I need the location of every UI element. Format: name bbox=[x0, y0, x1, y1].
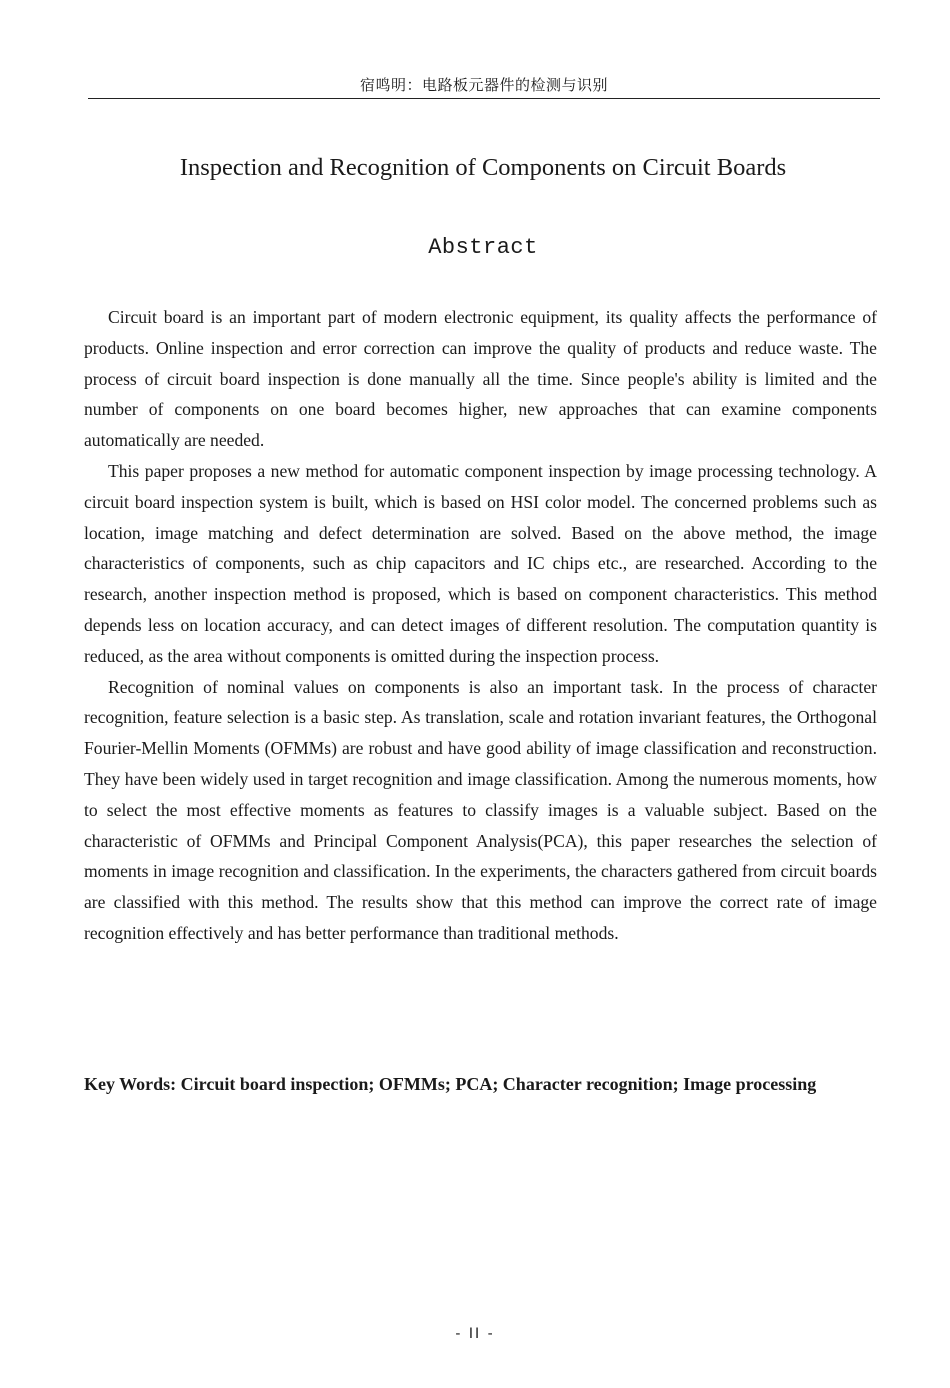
abstract-paragraph: Recognition of nominal values on components is also an important task. In the process of character recognition, feature selection is a basic step. As translation, scale and rotation invariant features, the Orthogonal Fourier-Mellin Moments (OFMMs) are robust and have good ability of image classification and reconstruction. They have been widely used in target recognition and image classification. Among the numerous moments, how to select the most effective moments as features to classify images is a valuable subject. Based on the characteristic of OFMMs and Principal Component Analysis(PCA), this paper researches the selection of moments in image recognition and classification. In the experiments, the characters gathered from circuit boards are classified with this method. The results show that this method can improve the correct rate of image recognition effectively and has better performance than traditional methods. bbox=[84, 676, 877, 943]
abstract-paragraph: Circuit board is an important part of modern electronic equipment, its quality affects the performance of products. Online inspection and error correction can improve the quality of products and reduce waste. The process of circuit board inspection is done manually all the time. Since people's ability is limited and the number of components on one board becomes higher, new approaches that can examine components automatically are needed. bbox=[84, 307, 877, 451]
paper-title: Inspection and Recognition of Components on Circuit Boards bbox=[179, 154, 787, 181]
keywords-label: Key Words: bbox=[84, 1074, 181, 1094]
abstract-paragraph: This paper proposes a new method for automatic component inspection by image processing technology. A circuit board inspection system is built, which is based on HSI color model. The concerned problems such as location, image matching and defect determination are solved. Based on the above method, the image characteristics of components, such as chip capacitors and IC chips etc., are researched. According to the research, another inspection method is proposed, which is based on component characteristics. This method depends less on location accuracy, and can detect images of different resolution. The computation quantity is reduced, as the area without components is omitted during the inspection process. bbox=[84, 460, 877, 666]
abstract-heading: Abstract bbox=[428, 235, 538, 260]
running-header: 宿鸣明：电路板元器件的检测与识别 bbox=[359, 76, 608, 94]
page-number: - II - bbox=[455, 1326, 495, 1342]
keywords-text: Circuit board inspection; OFMMs; PCA; Character recognition; Image processing bbox=[180, 1074, 817, 1094]
abstract-body bbox=[84, 302, 877, 949]
header-rule bbox=[88, 98, 880, 99]
keywords bbox=[84, 1070, 877, 1099]
